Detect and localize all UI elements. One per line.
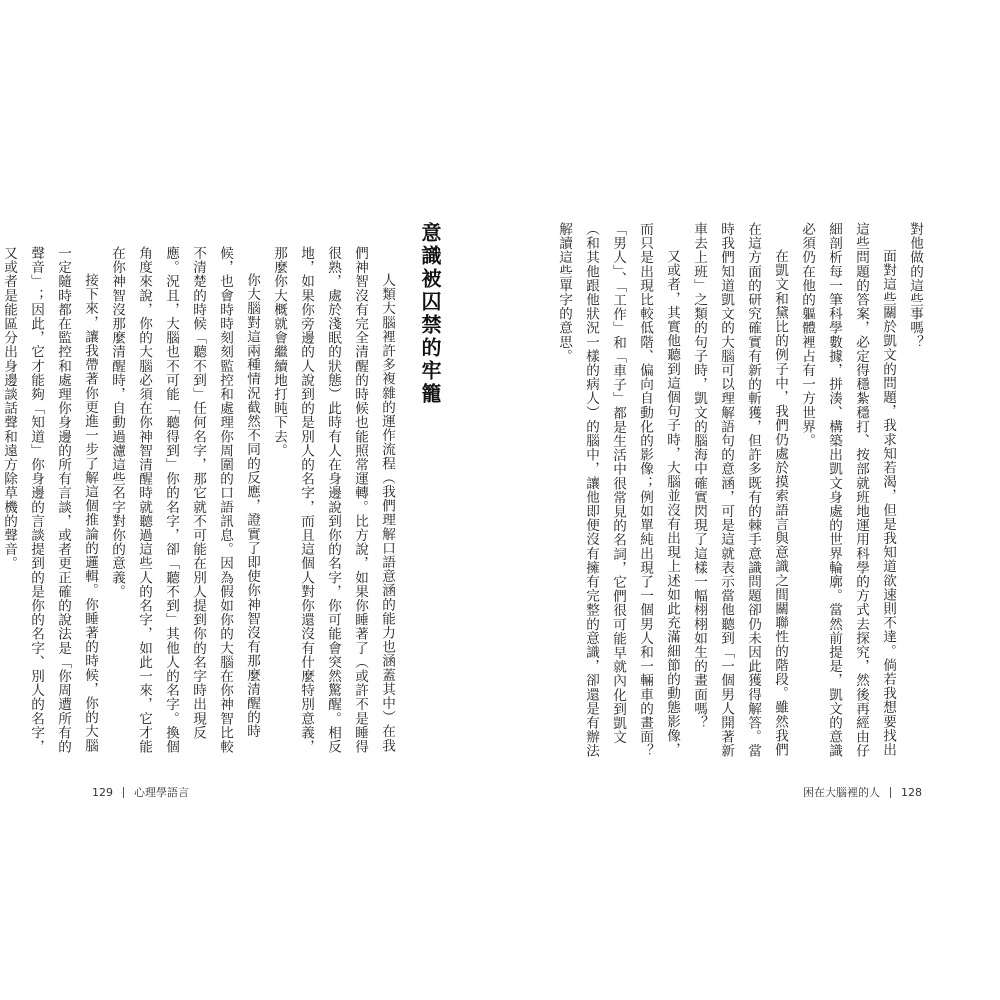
running-head: 心理學語言 [134, 786, 189, 799]
right-page [500, 0, 1000, 1000]
left-page-footer [92, 784, 189, 800]
page-number: 128 [901, 785, 922, 799]
page-number: 129 [92, 785, 113, 799]
left-page-body [1, 246, 400, 762]
paragraph: 你大腦對這兩種情況截然不同的反應，證實了即使你神智沒有那麼清醒的時候，也會時時刻刻監控和處理你周圍的口語訊息。因為假如你的大腦在你神智比較不清楚的時候「聽不到」任何名字，那它就不可能在別人提到你的名字時出現反應。況且，大腦也不可能「聽得到」你的名字，卻「聽不到」其他人的名字。換個角度來說，你的大腦必須在你神智清醒時就聽過這些人的名字，如此一來，它才能在你神智沒那麼清醒時，自動過濾這些名字對你的意義。 [109, 246, 260, 754]
running-head: 困在大腦裡的人 [803, 786, 880, 799]
right-page-body [556, 222, 928, 762]
footer-divider [890, 787, 891, 798]
paragraph: 接下來，讓我帶著你更進一步了解這個推論的邏輯。你睡著的時候，你的大腦一定隨時都在監控和處理你身邊的所有言談，或者更正確的說法是「你周遭所有的聲音」；因此，它才能夠「知道」你身邊的言談提到的是你的名字、別人的名字，又或者是能區分出身邊談話聲和遠方除草機的聲音。 [1, 246, 98, 754]
section-title: 意識被囚禁的牢籠 [418, 222, 442, 406]
right-page-footer [803, 784, 922, 800]
paragraph: 對他做的這些事嗎？ [907, 222, 923, 349]
paragraph: 人類大腦裡許多複雜的運作流程（我們理解口語意涵的能力也涵蓋其中）在我們神智沒有完全清醒的時候也能照常運轉。比方說，如果你睡著了（或許不是睡得很熟，處於淺眠的狀態）此時有人在身邊說到你的名字，你可能會突然驚醒。相反地，如果你旁邊的人說到的是別人的名字，而且這個人對你還沒有什麼特別意義，那麼你大概就會繼續地打盹下去。 [271, 246, 395, 754]
paragraph: 在凱文和黛比的例子中，我們仍處於摸索語言與意識之間關聯性的階段。雖然我們在這方面的研究確實有新的斬獲，但許多既有的棘手意識問題卻仍未因此獲得解答。當時我們知道凱文的大腦可以理解語句的意涵，可是這就表示當他聽到「一個男人開著新車去上班」之類的句子時，凱文的腦海中確實閃現了這樣一幅栩栩如生的畫面嗎？ [691, 222, 788, 758]
footer-divider [123, 787, 124, 798]
paragraph: 面對這些關於凱文的問題，我求知若渴，但是我知道欲速則不達。倘若我想要找出這些問題的答案，必定得穩紮穩打、按部就班地運用科學的方式去探究，然後再經由仔細剖析每一筆科學數據，拼湊、構築出凱文身處的世界輪廓。當然前提是，凱文的意識必須仍在他的軀體裡占有一方世界。 [799, 222, 896, 758]
paragraph: 又或者，其實他聽到這個句子時，大腦並沒有出現上述如此充滿細節的動態影像，而只是出現比較低階、偏向自動化的影像；例如單純出現了一個男人和一輛車的畫面？「男人」、「工作」和「車子」都是生活中很常見的名詞，它們很可能早就內化到凱文（和其他跟他狀況一樣的病人）的腦中，讓他即便沒有擁有完整的意識，卻還是有辦法解讀這些單字的意思。 [556, 222, 680, 758]
